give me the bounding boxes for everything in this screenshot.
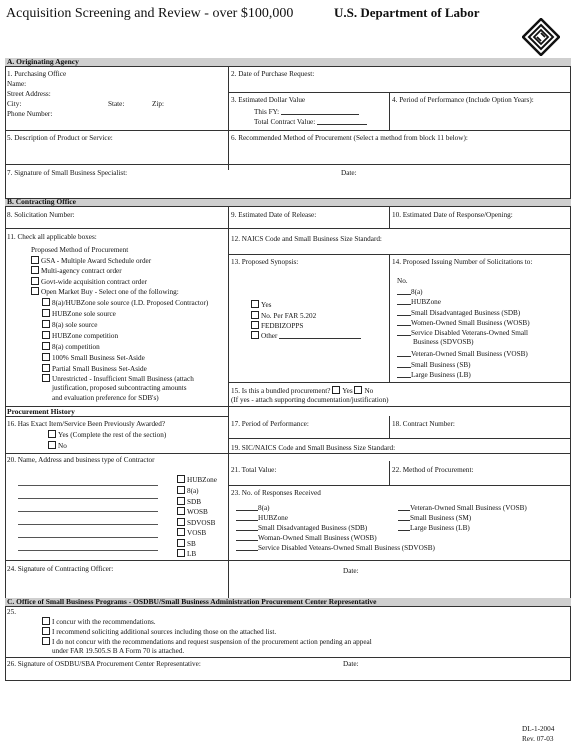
solicit-8a[interactable]: 8(a): [397, 287, 423, 297]
section-a-band: A. Originating Agency: [5, 58, 571, 66]
field-25-cont: under FAR 19.505.S B A Form 70 is attached.: [52, 647, 185, 655]
type-sdvosb[interactable]: SDVOSB: [177, 518, 215, 528]
checkbox-govt-wide[interactable]: Govt-wide acquisition contract order: [31, 277, 147, 287]
section-b-band: B. Contracting Office: [5, 198, 571, 206]
form-number: DL-1-2004: [522, 725, 555, 733]
field-2-label[interactable]: 2. Date of Purchase Request:: [231, 70, 315, 78]
field-3-fy-label[interactable]: This FY:: [254, 107, 359, 117]
checkbox-8a-hubzone-sole[interactable]: 8(a)/HUBZone sole source (I.D. Proposed Contractor): [42, 298, 208, 308]
type-lb[interactable]: LB: [177, 549, 196, 559]
field-7-date-label[interactable]: Date:: [341, 169, 357, 177]
resp-sm[interactable]: Small Business (SM): [398, 513, 471, 523]
field-14-label: 14. Proposed Issuing Number of Solicitations to:: [392, 258, 533, 266]
checkbox-concur[interactable]: I concur with the recommendations.: [42, 617, 156, 627]
field-10-label[interactable]: 10. Estimated Date of Response/Opening:: [392, 211, 513, 219]
field-1-name-label[interactable]: Name:: [7, 80, 27, 88]
field-11-cont1: justification, proposed subcontracting amounts: [52, 384, 187, 392]
field-7-label[interactable]: 7. Signature of Small Business Specialist:: [7, 169, 128, 177]
checkbox-gsa[interactable]: GSA - Multiple Award Schedule order: [31, 256, 151, 266]
department-name: U.S. Department of Labor: [334, 5, 480, 20]
checkbox-partial-sb-set-aside[interactable]: Partial Small Business Set-Aside: [42, 364, 147, 374]
checkbox-hubzone-competition[interactable]: HUBZone competition: [42, 331, 118, 341]
resp-8a[interactable]: 8(a): [236, 503, 270, 513]
checkbox-8a-sole[interactable]: 8(a) sole source: [42, 320, 98, 330]
synopsis-other[interactable]: Other: [251, 331, 361, 341]
type-vosb[interactable]: VOSB: [177, 528, 206, 538]
resp-sdb[interactable]: Small Disadvantaged Business (SDB): [236, 523, 367, 533]
field-8-label[interactable]: 8. Solicitation Number:: [7, 211, 75, 219]
field-21-label[interactable]: 21. Total Value:: [231, 466, 277, 474]
field-17-label[interactable]: 17. Period of Performance:: [231, 420, 309, 428]
solicit-sdb[interactable]: Small Disadvantaged Business (SDB): [397, 308, 520, 318]
solicit-hubzone[interactable]: HUBZone: [397, 297, 441, 307]
field-20-label: 20. Name, Address and business type of Contractor: [7, 456, 155, 464]
checkbox-8a-competition[interactable]: 8(a) competition: [42, 342, 100, 352]
field-11-cont2: and evaluation preference for SDB's): [52, 394, 159, 402]
resp-hubzone[interactable]: HUBZone: [236, 513, 288, 523]
solicit-sb[interactable]: Small Business (SB): [397, 360, 471, 370]
type-wosb[interactable]: WOSB: [177, 507, 208, 517]
resp-vosb[interactable]: Veteran-Owned Small Business (VOSB): [398, 503, 527, 513]
field-16-yes[interactable]: Yes (Complete the rest of the section): [48, 430, 166, 440]
form-revision: Rev. 07-03: [522, 735, 554, 743]
field-3-total-label[interactable]: Total Contract Value:: [254, 117, 367, 127]
field-3-label: 3. Estimated Dollar Value: [231, 96, 306, 104]
field-6-label[interactable]: 6. Recommended Method of Procurement (Select a method from block 11 below):: [231, 134, 468, 142]
field-1-state-label[interactable]: State:: [108, 100, 125, 108]
field-11-label: 11. Check all applicable boxes:: [7, 233, 97, 241]
field-1-zip-label[interactable]: Zip:: [152, 100, 164, 108]
field-19-label[interactable]: 19. SIC/NAICS Code and Small Business Size Standard:: [231, 444, 396, 452]
type-sb[interactable]: SB: [177, 539, 196, 549]
resp-lb[interactable]: Large Business (LB): [398, 523, 470, 533]
field-12-label[interactable]: 12. NAICS Code and Small Business Size Standard:: [231, 235, 382, 243]
synopsis-no[interactable]: No. Per FAR 5.202: [251, 311, 316, 321]
checkbox-unrestricted[interactable]: Unrestricted - Insufficient Small Business (attach: [42, 374, 194, 384]
type-sdb[interactable]: SDB: [177, 497, 201, 507]
field-26-date-label[interactable]: Date:: [343, 660, 359, 668]
field-13-label: 13. Proposed Synopsis:: [231, 258, 299, 266]
field-16-no[interactable]: No: [48, 441, 67, 451]
field-11-sub-label: Proposed Method of Procurement: [31, 246, 129, 254]
dol-logo-icon: [522, 18, 560, 56]
field-9-label[interactable]: 9. Estimated Date of Release:: [231, 211, 317, 219]
checkbox-hubzone-sole[interactable]: HUBZone sole source: [42, 309, 116, 319]
solicit-lb[interactable]: Large Business (LB): [397, 370, 471, 380]
type-hubzone[interactable]: HUBZone: [177, 475, 217, 485]
solicit-sdvosb-cont: Business (SDVOSB): [413, 338, 474, 346]
field-15-note: (If yes - attach supporting documentation/justification): [231, 396, 389, 404]
field-1-phone-label[interactable]: Phone Number:: [7, 110, 53, 118]
field-16-label: 16. Has Exact Item/Service Been Previously Awarded?: [7, 420, 166, 428]
field-22-label[interactable]: 22. Method of Procurement:: [392, 466, 474, 474]
form-title: Acquisition Screening and Review - over $100,000: [6, 6, 294, 21]
type-8a[interactable]: 8(a): [177, 486, 199, 496]
solicit-vosb[interactable]: Veteran-Owned Small Business (VOSB): [397, 349, 528, 359]
field-24-label[interactable]: 24. Signature of Contracting Officer:: [7, 565, 114, 573]
field-25-label: 25.: [7, 608, 16, 616]
field-1-street-label[interactable]: Street Address:: [7, 90, 51, 98]
field-1-label: 1. Purchasing Office: [7, 70, 67, 78]
section-c-band: C. Office of Small Business Programs - OSDBU/Small Business Administration Procurement Center Representative: [5, 598, 571, 606]
field-5-label[interactable]: 5. Description of Product or Service:: [7, 134, 113, 142]
checkbox-open-market[interactable]: Open Market Buy - Select one of the following:: [31, 287, 179, 297]
field-23-label: 23. No. of Responses Received: [231, 489, 321, 497]
field-24-date-label[interactable]: Date:: [343, 567, 359, 575]
field-15-label[interactable]: 15. Is this a bundled procurement? Yes No: [231, 387, 374, 395]
checkbox-do-not-concur[interactable]: I do not concur with the recommendations and request suspension of the procurement action pending an appeal: [42, 637, 372, 647]
synopsis-fedbizopps[interactable]: FEDBIZOPPS: [251, 321, 303, 331]
field-4-label[interactable]: 4. Period of Performance (Include Option Years):: [392, 96, 534, 104]
field-1-city-label[interactable]: City:: [7, 100, 22, 108]
solicit-wosb[interactable]: Women-Owned Small Business (WOSB): [397, 318, 530, 328]
checkbox-recommend-sources[interactable]: I recommend soliciting additional sources including those on the attached list.: [42, 627, 276, 637]
resp-wosb[interactable]: Woman-Owned Small Business (WOSB): [236, 533, 377, 543]
solicit-sdvosb[interactable]: Service Disabled Veterans-Owned Small: [397, 328, 528, 338]
checkbox-multi-agency[interactable]: Multi-agency contract order: [31, 266, 122, 276]
field-18-label[interactable]: 18. Contract Number:: [392, 420, 455, 428]
checkbox-100-sb-set-aside[interactable]: 100% Small Business Set-Aside: [42, 353, 145, 363]
field-26-label[interactable]: 26. Signature of OSDBU/SBA Procurement Center Representative:: [7, 660, 201, 668]
procurement-history-heading: Procurement History: [7, 407, 75, 416]
synopsis-yes[interactable]: Yes: [251, 300, 271, 310]
resp-sdvosb[interactable]: Service Disabled Veteans-Owned Small Business (SDVOSB): [236, 543, 435, 553]
field-14-no-label: No.: [397, 277, 408, 285]
